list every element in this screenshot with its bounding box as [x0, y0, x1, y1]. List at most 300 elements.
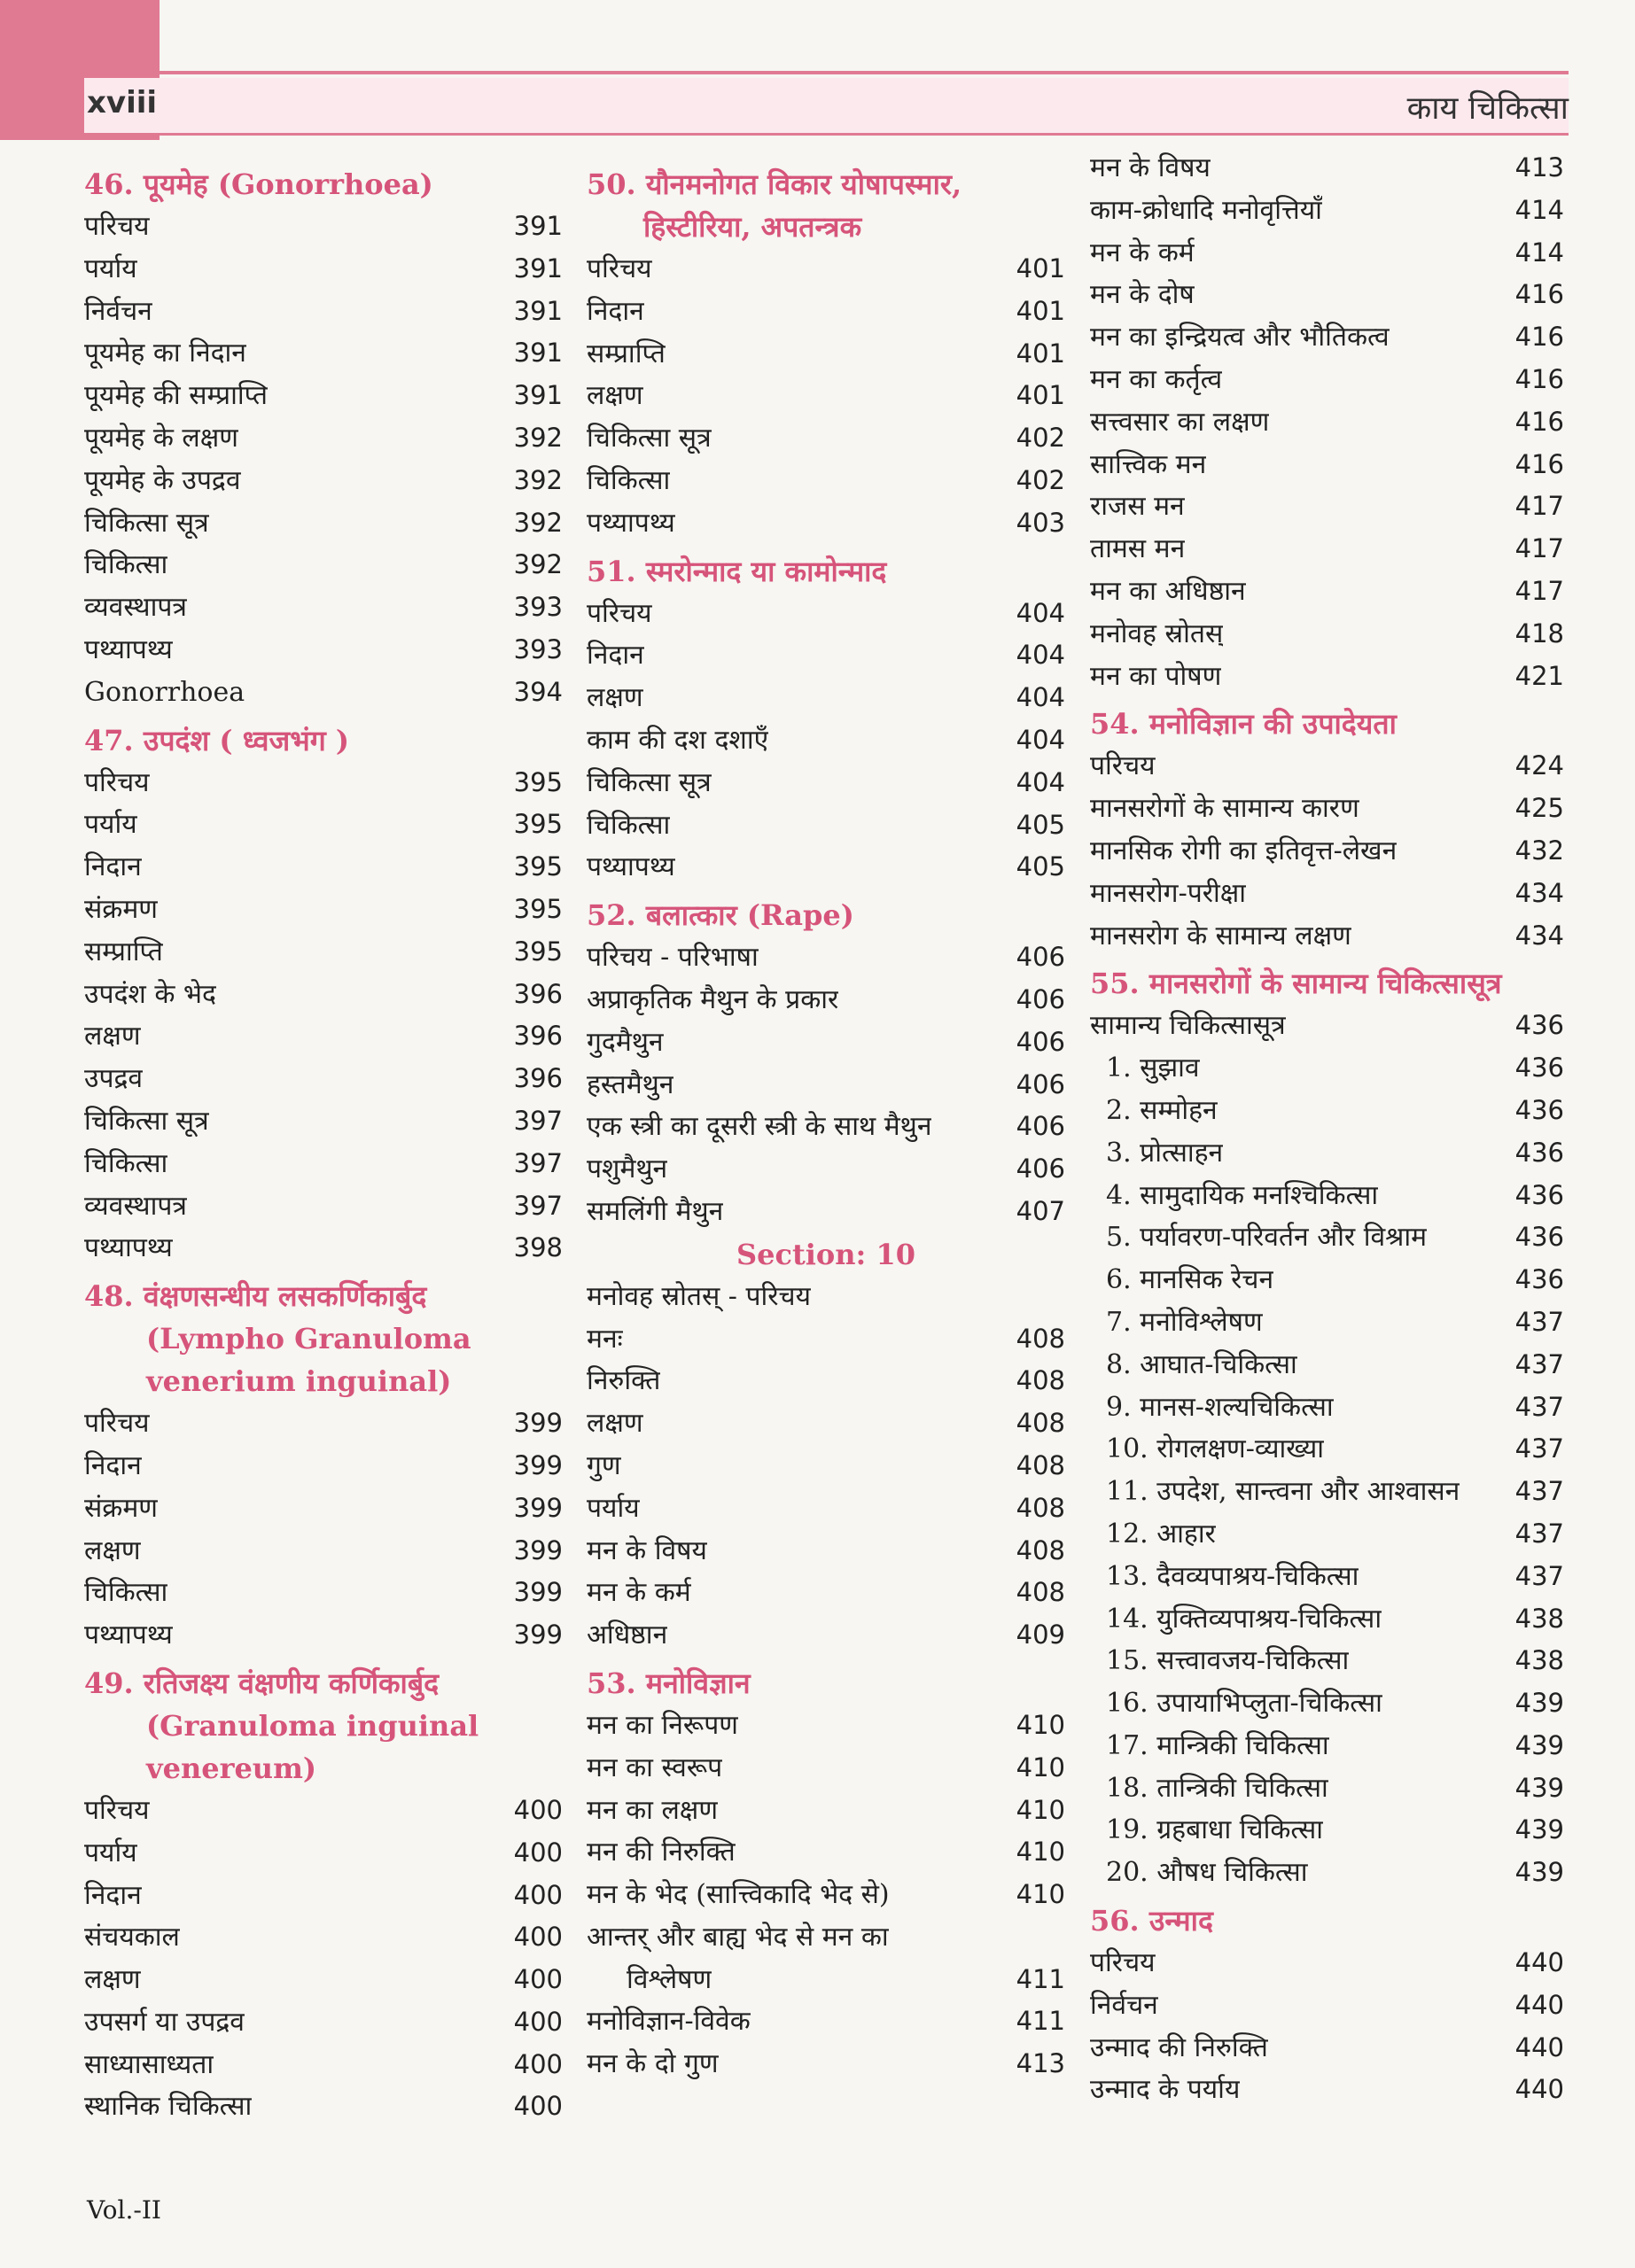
toc-entry-page: 437: [1514, 1348, 1564, 1379]
toc-entry-page: 410: [1016, 1794, 1065, 1825]
toc-entry: [1090, 1598, 1564, 1641]
toc-entry-title: निदान: [84, 1879, 142, 1911]
header-rule-top: [84, 71, 1569, 74]
toc-entry-title: निदान: [84, 851, 142, 883]
toc-entry-page: 425: [1514, 793, 1564, 824]
toc-entry-title: पूयमेह के लक्षण: [84, 422, 238, 454]
volume-label: Vol.-II: [87, 2195, 161, 2225]
toc-entry-page: 437: [1514, 1476, 1564, 1507]
toc-entry-title: लक्षण: [587, 1408, 643, 1440]
section-heading-49: 49. रतिजक्ष्य वंक्षणीय कर्णिकार्बुद (Granuloma inguinal venereum): [84, 1666, 479, 1785]
toc-entry: [84, 248, 563, 291]
toc-entry: [587, 375, 1065, 417]
toc-entry-title: सम्प्राप्ति: [84, 936, 163, 967]
toc-entry: [587, 1705, 1065, 1747]
toc-entry: [84, 586, 563, 629]
toc-entry: [84, 1959, 563, 2001]
toc-entry-title: मन का लक्षण: [587, 1794, 719, 1826]
toc-entry-title: निदान: [84, 1449, 142, 1481]
toc-entry-page: 391: [513, 295, 563, 326]
toc-entry: [84, 846, 563, 889]
toc-entry-page: 439: [1514, 1857, 1564, 1888]
toc-entry: [1090, 1386, 1564, 1429]
toc-entry: [1090, 571, 1564, 613]
toc-entry: [84, 2044, 563, 2086]
toc-entry: [84, 1445, 563, 1487]
toc-entry-title: चिकित्सा: [84, 1577, 168, 1609]
toc-entry-title: चिकित्सा सूत्र: [84, 507, 209, 539]
toc-entry: [84, 1100, 563, 1143]
toc-entry-page: 408: [1016, 1534, 1065, 1565]
toc-entry: [587, 1021, 1065, 1064]
toc-entry-page: 411: [1016, 2006, 1065, 2037]
toc-entry-page: 414: [1514, 194, 1564, 225]
toc-entry: [587, 634, 1065, 677]
toc-entry-title: मनोविज्ञान-विवेक: [587, 2006, 751, 2038]
toc-entry-page: 399: [513, 1449, 563, 1480]
toc-entry: [587, 593, 1065, 635]
toc-entry: [84, 1790, 563, 1832]
toc-entry-title: गुण: [587, 1449, 621, 1481]
toc-entry: [84, 332, 563, 375]
toc-entry-page: 391: [513, 338, 563, 369]
toc-entry-page: 417: [1514, 533, 1564, 564]
toc-entry-page: 416: [1514, 406, 1564, 437]
toc-entry-title: मन के भेद (सात्त्विकादि भेद से): [587, 1879, 890, 1911]
toc-entry-title: मानसरोग के सामान्य लक्षण: [1090, 920, 1351, 951]
toc-entry: [587, 1790, 1065, 1832]
toc-entry-title: हस्तमैथुन: [587, 1068, 674, 1100]
toc-entry-title: परिचय: [84, 1794, 150, 1826]
toc-entry-page: 394: [513, 676, 563, 707]
toc-entry-page: 408: [1016, 1323, 1065, 1354]
toc-entry: [1090, 190, 1564, 232]
toc-entry-title: सत्त्वसार का लक्षण: [1090, 406, 1270, 438]
toc-entry: [84, 1530, 563, 1573]
toc-entry-page: 395: [513, 893, 563, 924]
toc-entry-title: 5. पर्यावरण-परिवर्तन और विश्राम: [1106, 1222, 1428, 1254]
toc-entry: [1090, 444, 1564, 486]
toc-entry-title: 12. आहार: [1106, 1518, 1216, 1550]
toc-entry: [84, 762, 563, 804]
section-heading-47: 47. उपदंश ( ध्वजभंग ): [84, 723, 350, 757]
toc-entry-page: 436: [1514, 1094, 1564, 1125]
toc-entry-page: 400: [513, 2091, 563, 2122]
toc-entry: [84, 931, 563, 974]
header-band: [84, 78, 1569, 133]
toc-entry-page: 416: [1514, 363, 1564, 394]
toc-entry: [587, 1106, 1065, 1148]
toc-entry: [84, 1916, 563, 1959]
toc-entry-title: 14. युक्तिव्यपाश्रय-चिकित्सा: [1106, 1603, 1382, 1635]
toc-entry-title: 2. सम्मोहन: [1106, 1094, 1218, 1126]
toc-entry-page: 391: [513, 380, 563, 411]
toc-entry-title: पथ्यापथ्य: [84, 1232, 173, 1264]
toc-entry-page: 391: [513, 211, 563, 241]
toc-entry: [84, 672, 563, 714]
toc-entry-page: 440: [1514, 1989, 1564, 2020]
toc-entry: [84, 417, 563, 460]
toc-entry: [1090, 147, 1564, 190]
toc-entry: [587, 2043, 1065, 2085]
toc-entry: [1090, 1942, 1564, 1984]
toc-entry-page: 400: [513, 1837, 563, 1868]
toc-entry-title: उपदंश के भेद: [84, 978, 216, 1010]
toc-entry: [587, 417, 1065, 460]
toc-entry: [84, 2001, 563, 2044]
toc-entry: [84, 1015, 563, 1058]
toc-entry: [587, 1445, 1065, 1487]
toc-entry-title: परिचय: [587, 253, 652, 284]
toc-entry-page: 406: [1016, 1068, 1065, 1099]
section-10-heading: Section: 10: [736, 1237, 915, 1271]
toc-entry: [1090, 873, 1564, 915]
toc-entry-title: 11. उपदेश, सान्त्वना और आश्वासन: [1106, 1476, 1460, 1508]
toc-entry-title: निदान: [587, 295, 644, 327]
toc-entry: [587, 1402, 1065, 1445]
section-heading-48: 48. वंक्षणसन्धीय लसकर्णिकार्बुद (Lympho Granuloma venerium inguinal): [84, 1279, 471, 1399]
toc-entry-page: 403: [1016, 507, 1065, 538]
toc-entry-page: 402: [1016, 464, 1065, 495]
toc-entry-page: 400: [513, 2006, 563, 2037]
toc-entry-page: 432: [1514, 835, 1564, 866]
toc-entry-title: राजस मन: [1090, 491, 1185, 523]
toc-entry-page: 413: [1514, 152, 1564, 183]
toc-entry-title: उपसर्ग या उपद्रव: [84, 2006, 245, 2038]
toc-entry: [84, 1227, 563, 1270]
toc-entry-page: 424: [1514, 750, 1564, 781]
toc-entry-title: लक्षण: [84, 1021, 141, 1052]
toc-entry-title: मनः: [587, 1323, 623, 1355]
toc-entry-title: 7. मनोविश्लेषण: [1106, 1306, 1263, 1338]
toc-entry-page: 404: [1016, 766, 1065, 797]
toc-entry-page: 392: [513, 464, 563, 495]
toc-entry-title: परिचय: [1090, 1947, 1156, 1979]
toc-entry-page: 392: [513, 507, 563, 538]
toc-entry-page: 417: [1514, 491, 1564, 522]
toc-entry-title: चिकित्सा: [587, 809, 671, 841]
toc-entry: [1090, 1132, 1564, 1175]
toc-entry-page: 393: [513, 633, 563, 664]
section-heading-56: 56. उन्माद: [1090, 1904, 1213, 1938]
toc-entry: [587, 1318, 1065, 1361]
toc-entry-page: 395: [513, 936, 563, 967]
toc-entry: [1090, 2027, 1564, 2070]
toc-entry: [84, 804, 563, 846]
toc-entry-title: पर्याय: [587, 1492, 640, 1524]
toc-entry: [587, 979, 1065, 1021]
toc-entry-page: 439: [1514, 1772, 1564, 1803]
toc-entry-title: मनोवह स्रोतस्: [1090, 617, 1224, 649]
toc-entry: [587, 1572, 1065, 1614]
toc-entry: [84, 544, 563, 586]
toc-entry: [1090, 915, 1564, 958]
toc-entry: [84, 460, 563, 502]
toc-entry: [1090, 528, 1564, 571]
toc-entry-title: चिकित्सा: [84, 1147, 168, 1179]
toc-entry: [1090, 274, 1564, 316]
toc-entry-page: 437: [1514, 1518, 1564, 1549]
section-heading-53: 53. मनोविज्ञान: [587, 1666, 751, 1700]
toc-entry: [587, 1747, 1065, 1790]
toc-entry-title: परिचय - परिभाषा: [587, 942, 759, 974]
toc-entry: [1090, 656, 1564, 698]
toc-entry-page: 399: [513, 1577, 563, 1608]
toc-entry-page: 437: [1514, 1433, 1564, 1464]
toc-entry-title: 6. मानसिक रेचन: [1106, 1264, 1274, 1296]
toc-entry: [587, 333, 1065, 376]
toc-entry-title: काम-क्रोधादि मनोवृत्तियाँ: [1090, 194, 1322, 226]
toc-entry-title: चिकित्सा: [587, 464, 671, 496]
toc-entry-title: मन का पोषण: [1090, 660, 1222, 692]
toc-entry-title: 15. सत्त्वावजय-चिकित्सा: [1106, 1645, 1350, 1677]
toc-entry: [84, 974, 563, 1016]
toc-entry: [84, 291, 563, 333]
toc-entry-title: मन का स्वरूप: [587, 1751, 723, 1783]
toc-entry: [1090, 1767, 1564, 1810]
toc-entry-page: 395: [513, 766, 563, 797]
toc-entry: [1090, 1725, 1564, 1767]
toc-entry: [84, 1614, 563, 1657]
toc-entry-title: पूयमेह का निदान: [84, 338, 246, 369]
toc-entry-page: 434: [1514, 877, 1564, 908]
toc-entry-title: समलिंगी मैथुन: [587, 1195, 724, 1227]
toc-entry-page: 439: [1514, 1814, 1564, 1845]
toc-entry-page: 440: [1514, 2074, 1564, 2105]
toc-entry-page: 395: [513, 809, 563, 840]
toc-entry: [1090, 1809, 1564, 1852]
toc-entry: [587, 1874, 1065, 1916]
toc-entry-title: पर्याय: [84, 252, 137, 284]
toc-entry-title: स्थानिक चिकित्सा: [84, 2091, 253, 2123]
toc-entry-page: 408: [1016, 1492, 1065, 1523]
toc-entry-page: 417: [1514, 575, 1564, 606]
toc-entry-title: लक्षण: [587, 380, 643, 412]
section-heading-54: 54. मनोविज्ञान की उपादेयता: [1090, 707, 1397, 742]
toc-entry-title: मानसरोग-परीक्षा: [1090, 877, 1247, 909]
toc-entry: [1090, 232, 1564, 275]
toc-entry: [1090, 1984, 1564, 2027]
toc-entry: [1090, 1216, 1564, 1259]
toc-entry-title: मन के दोष: [1090, 279, 1195, 311]
toc-entry: [587, 677, 1065, 719]
toc-entry-title: लक्षण: [84, 1964, 141, 1996]
toc-entry: [1090, 1090, 1564, 1132]
toc-entry: [1090, 1682, 1564, 1725]
toc-entry-page: 397: [513, 1190, 563, 1221]
toc-entry-title: 19. ग्रहबाधा चिकित्सा: [1106, 1814, 1324, 1846]
toc-entry: [84, 1143, 563, 1185]
toc-entry: [84, 1185, 563, 1228]
toc-entry: [1090, 2069, 1564, 2111]
toc-entry-page: 410: [1016, 1751, 1065, 1783]
toc-entry-page: 395: [513, 851, 563, 882]
toc-entry-page: 392: [513, 549, 563, 580]
toc-entry-title: परिचय: [84, 211, 150, 242]
toc-column-2: [587, 158, 1065, 2085]
toc-entry-page: 397: [513, 1147, 563, 1178]
toc-entry-title: 18. तान्त्रिकी चिकित्सा: [1106, 1772, 1328, 1804]
toc-entry-page: 401: [1016, 338, 1065, 369]
toc-entry: [1090, 1852, 1564, 1894]
toc-entry-title: मन के विषय: [1090, 152, 1211, 183]
toc-entry-page: 400: [513, 1964, 563, 1995]
toc-entry: [1090, 1259, 1564, 1301]
toc-entry-section10-intro: मनोवह स्रोतस् - परिचय: [587, 1280, 811, 1312]
toc-entry: [1090, 1301, 1564, 1344]
toc-entry-title: परिचय: [84, 1408, 150, 1440]
toc-entry-page: 436: [1514, 1264, 1564, 1295]
toc-entry-title: काम की दश दशाएँ: [587, 724, 769, 756]
toc-entry-title: चिकित्सा सूत्र: [84, 1105, 209, 1137]
toc-entry-title: निर्वचन: [84, 295, 152, 327]
toc-entry-page: 406: [1016, 1153, 1065, 1184]
toc-entry-page: 437: [1514, 1306, 1564, 1337]
toc-entry: [1090, 1513, 1564, 1556]
toc-entry: [1090, 745, 1564, 788]
toc-entry-page: 414: [1514, 237, 1564, 268]
toc-entry-page: 437: [1514, 1391, 1564, 1422]
toc-entry-page: 413: [1016, 2048, 1065, 2079]
toc-entry-page: 438: [1514, 1603, 1564, 1634]
toc-entry: [1090, 1047, 1564, 1090]
toc-entry-page: 416: [1514, 322, 1564, 353]
toc-entry-title: संक्रमण: [84, 893, 158, 925]
toc-entry-page: 439: [1514, 1688, 1564, 1719]
toc-entry-page: 436: [1514, 1179, 1564, 1210]
toc-entry-page: 408: [1016, 1408, 1065, 1439]
toc-entry-title: 8. आघात-चिकित्सा: [1106, 1348, 1297, 1380]
toc-entry-page: 405: [1016, 851, 1065, 882]
toc-entry: [84, 502, 563, 545]
toc-entry: [1090, 1428, 1564, 1471]
toc-entry-title: मन का अधिष्ठान: [1090, 575, 1246, 607]
toc-entry-title: परिचय: [1090, 750, 1156, 782]
toc-entry-title: उन्माद की निरुक्ति: [1090, 2031, 1268, 2063]
toc-entry: [587, 846, 1065, 889]
toc-entry: [587, 1064, 1065, 1107]
toc-entry-title: तामस मन: [1090, 533, 1186, 565]
toc-entry-title: मानसरोगों के सामान्य कारण: [1090, 793, 1359, 825]
toc-entry-page: 404: [1016, 597, 1065, 628]
toc-entry-title: पथ्यापथ्य: [84, 633, 173, 665]
toc-entry-title: 1. सुझाव: [1106, 1052, 1200, 1084]
section-heading-55: 55. मानसरोगों के सामान्य चिकित्सासूत्र: [1090, 967, 1502, 1001]
toc-entry-title: निदान: [587, 640, 644, 672]
toc-entry-title: मन के विषय: [587, 1534, 707, 1566]
toc-entry: [84, 1832, 563, 1875]
toc-entry-title: मन के दो गुण: [587, 2048, 719, 2080]
toc-entry-title: उन्माद के पर्याय: [1090, 2074, 1241, 2106]
toc-entry-page: 404: [1016, 682, 1065, 713]
toc-entry-title: मन के कर्म: [587, 1577, 691, 1609]
toc-entry-title: निर्वचन: [1090, 1989, 1158, 2021]
toc-entry-title: गुदमैथुन: [587, 1026, 664, 1058]
toc-entry-page: 400: [513, 1794, 563, 1825]
header-rule-bottom: [84, 133, 1569, 136]
toc-entry-page: 397: [513, 1105, 563, 1136]
toc-entry-title: मन के कर्म: [1090, 237, 1195, 268]
toc-entry-page: 396: [513, 978, 563, 1009]
section-heading-46: 46. पूयमेह (Gonorrhoea): [84, 167, 433, 201]
toc-entry-title: मन का निरूपण: [587, 1709, 738, 1741]
toc-entry: [1090, 401, 1564, 444]
toc-entry: [587, 762, 1065, 804]
toc-entry: [84, 629, 563, 672]
toc-entry-title: परिचय: [587, 597, 652, 629]
toc-entry-page: 439: [1514, 1729, 1564, 1760]
toc-entry-split-line1: आन्तर् और बाह्य भेद से मन का: [587, 1921, 889, 1953]
toc-column-1: [84, 158, 563, 2128]
toc-entry: [84, 375, 563, 417]
toc-entry: [1090, 788, 1564, 830]
toc-entry: [84, 1487, 563, 1530]
toc-entry-page: 434: [1514, 920, 1564, 951]
toc-entry-page: 409: [1016, 1619, 1065, 1651]
toc-entry-title: सात्त्विक मन: [1090, 448, 1207, 480]
toc-entry-title: पथ्यापथ्य: [587, 851, 675, 883]
toc-entry-page: 400: [513, 1922, 563, 1953]
toc-entry: [587, 2000, 1065, 2043]
toc-entry-title: 10. रोगलक्षण-व्याख्या: [1106, 1433, 1325, 1465]
toc-entry-page: 391: [513, 252, 563, 284]
toc-entry: [587, 502, 1065, 545]
toc-entry-page: 400: [513, 1879, 563, 1910]
toc-entry-title: 4. सामुदायिक मनश्चिकित्सा: [1106, 1179, 1379, 1211]
toc-entry-page: 400: [513, 2048, 563, 2079]
toc-entry-page: 401: [1016, 253, 1065, 284]
toc-entry-page: 406: [1016, 1026, 1065, 1057]
toc-entry-page: 436: [1514, 1052, 1564, 1084]
toc-entry: [1090, 359, 1564, 401]
toc-entry: [587, 248, 1065, 291]
toc-entry-page: 410: [1016, 1837, 1065, 1868]
toc-entry-page: 410: [1016, 1709, 1065, 1740]
toc-entry-page: 401: [1016, 380, 1065, 411]
page-number: xviii: [87, 85, 158, 120]
toc-entry-page: 416: [1514, 279, 1564, 310]
toc-entry-title: सम्प्राप्ति: [587, 338, 666, 369]
toc-entry: [84, 2085, 563, 2128]
toc-entry-title: मन का इन्द्रियत्व और भौतिकत्व: [1090, 322, 1390, 353]
toc-entry-title: 16. उपायाभिप्लुता-चिकित्सा: [1106, 1688, 1382, 1720]
toc-entry-page: 401: [1016, 295, 1065, 326]
toc-entry-title: चिकित्सा: [84, 549, 168, 581]
toc-entry-title: पूयमेह के उपद्रव: [84, 464, 241, 496]
toc-entry-page: 418: [1514, 617, 1564, 649]
toc-entry-title: मन की निरुक्ति: [587, 1837, 736, 1868]
toc-entry-page: 404: [1016, 640, 1065, 671]
toc-entry-page: 440: [1514, 1947, 1564, 1978]
toc-entry: [1090, 1471, 1564, 1513]
toc-entry-page: 399: [513, 1534, 563, 1565]
toc-entry-title: मन का कर्तृत्व: [1090, 363, 1223, 395]
toc-entry-page: 399: [513, 1492, 563, 1523]
toc-entry-title: अप्राकृतिक मैथुन के प्रकार: [587, 983, 839, 1015]
toc-entry-page: 396: [513, 1021, 563, 1052]
toc-entry-title: पूयमेह की सम्प्राप्ति: [84, 380, 268, 412]
section-heading-51: 51. स्मरोन्माद या कामोन्माद: [587, 554, 887, 588]
toc-entry-page: 396: [513, 1063, 563, 1094]
toc-entry-title: लक्षण: [84, 1534, 141, 1566]
toc-entry-title: 9. मानस-शल्यचिकित्सा: [1106, 1391, 1334, 1423]
toc-entry-title: Gonorrhoea: [84, 676, 245, 708]
toc-entry: [1090, 1556, 1564, 1598]
toc-entry-page: 399: [513, 1619, 563, 1651]
toc-entry-title: निरुक्ति: [587, 1365, 661, 1397]
toc-entry-title: अधिष्ठान: [587, 1619, 668, 1651]
toc-entry-page: 406: [1016, 983, 1065, 1014]
